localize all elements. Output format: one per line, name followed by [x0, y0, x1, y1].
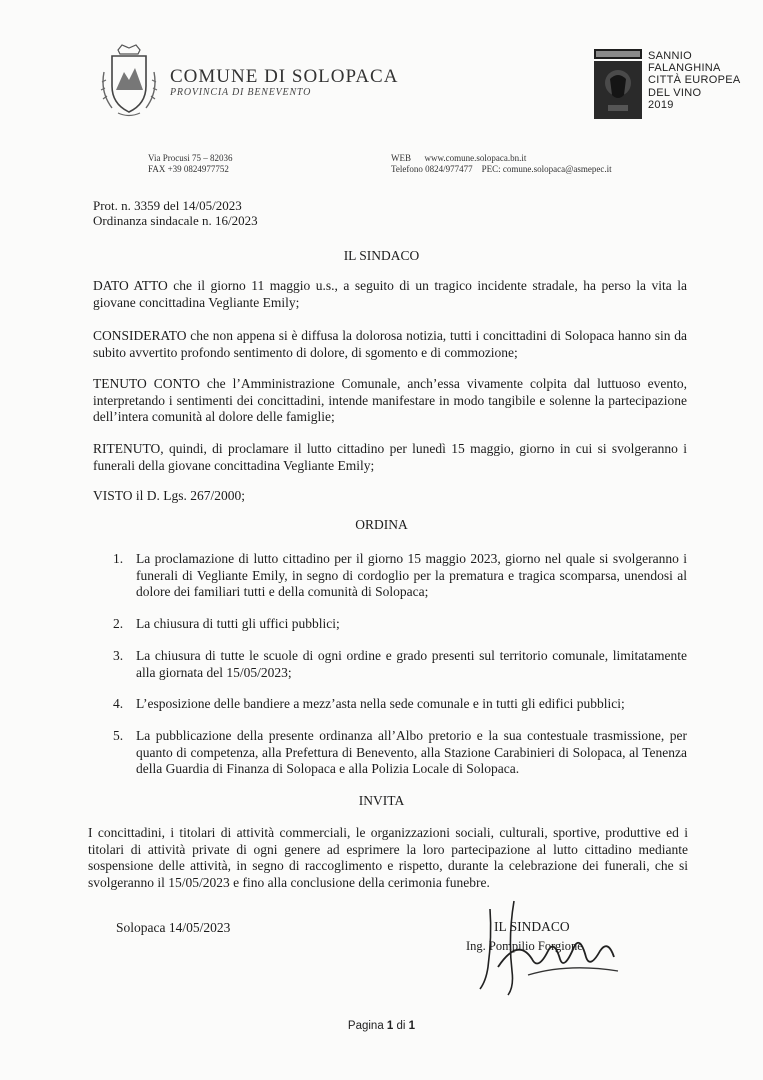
- web-line: WEB www.comune.solopaca.bn.it: [391, 153, 527, 163]
- page-number: 1: [386, 1020, 394, 1032]
- invita-heading: INVITA: [358, 793, 405, 808]
- ordina-item: [113, 616, 687, 633]
- ordina-item-text: La chiusura di tutte le scuole di ogni ordine e grado presenti sul territorio comunale, limitatamente alla giornata del 15/05/2023;: [136, 648, 687, 680]
- comune-name: COMUNE DI SOLOPACA: [170, 66, 399, 87]
- document-title: IL SINDACO: [343, 248, 420, 263]
- ordina-item: [113, 696, 687, 713]
- ordina-item-text: L’esposizione delle bandiere a mezz’asta nella sede comunale e in tutti gli edifici pubblici;: [136, 696, 625, 711]
- place-date: Solopaca 14/05/2023: [116, 920, 231, 935]
- page-total: 1: [408, 1020, 416, 1032]
- ordinance-number: Ordinanza sindacale n. 16/2023: [93, 213, 258, 228]
- sannio-line: CITTÀ EUROPEA: [648, 74, 741, 87]
- page-label: Pagina: [347, 1020, 387, 1032]
- contact-address: [148, 153, 232, 175]
- protocol-block: [93, 198, 258, 228]
- ordina-item-number: 4.: [113, 696, 124, 711]
- ordina-item: [113, 728, 687, 778]
- ordina-item-number: 2.: [113, 616, 124, 631]
- premise-ritenuto: RITENUTO, quindi, di proclamare il lutto cittadino per lunedì 15 maggio, giorno in cui si svolgeranno i funerali della giovane concittadina Vegliante Emily;: [93, 441, 687, 473]
- ordina-item-number: 1.: [113, 551, 124, 566]
- sannio-line: DEL VINO: [648, 86, 702, 99]
- sannio-wine-logo-icon: [594, 49, 642, 119]
- premise-dato-atto: DATO ATTO che il giorno 11 maggio u.s., a seguito di un tragico incidente stradale, ha perso la vita la giovane concittadina Vegliante Emily;: [93, 278, 687, 310]
- ordina-heading: ORDINA: [355, 517, 408, 532]
- signer-name: Ing. Pompilio Forgione: [466, 939, 583, 953]
- ordina-item-number: 3.: [113, 648, 124, 663]
- page-of: di: [393, 1020, 409, 1032]
- ordina-item: [113, 648, 687, 681]
- page-footer: [0, 1020, 763, 1032]
- premise-considerato: CONSIDERATO che non appena si è diffusa la dolorosa notizia, tutti i concittadini di Solopaca hanno sin da subito avvertito profondo sentimento di dolore, di sgomento e di commozione;: [93, 328, 687, 360]
- invita-text: I concittadini, i titolari di attività commerciali, le organizzazioni sociali, culturali, sportive, produttive ed i titolari di attività private di ogni genere ad esprimere la loro partecipazione al lutto cittadino mediante sospensione delle attività, in segno di raccoglimento e rispetto, durante la celebrazione dei funerali, che si svolgeranno il 15/05/2023 e fino alla conclusione della cerimonia funebre.: [88, 825, 688, 890]
- ordina-item-text: La proclamazione di lutto cittadino per il giorno 15 maggio 2023, giorno nel quale si svolgeranno i funerali di Vegliante Emily, in segno di cordoglio per la prematura e tragica scomparsa, unendosi al dolore dei familiari tutti e della comunità di Solopaca;: [136, 551, 687, 599]
- sannio-line: SANNIO: [648, 50, 692, 62]
- premise-tenuto-conto: TENUTO CONTO che l’Amministrazione Comunale, anch’essa vivamente colpita dal luttuoso evento, interpretando i sentimenti dei concittadini, intende manifestare in modo tangibile e solenne la partecipazione dell’intera comunità al dolore delle famiglie;: [93, 376, 687, 424]
- phone-pec-line: Telefono 0824/977477 PEC: comune.solopaca@asmepec.it: [391, 164, 612, 174]
- sannio-line: FALANGHINA: [648, 62, 721, 75]
- premise-visto: VISTO il D. Lgs. 267/2000;: [93, 488, 246, 503]
- comune-crest-icon: [98, 42, 160, 118]
- ordina-item-number: 5.: [113, 728, 124, 743]
- contact-web: [391, 153, 612, 175]
- sannio-line: 2019: [648, 98, 674, 111]
- provincia-name: PROVINCIA DI BENEVENTO: [170, 87, 312, 98]
- ordina-item-text: La pubblicazione della presente ordinanza all’Albo pretorio e la sua contestuale trasmissione, per quanto di competenza, alla Prefettura di Benevento, alla Stazione Carabinieri di Solopaca, al Tenenza della Guardia di Finanza di Solopaca e alla Polizia Locale di Solopaca.: [136, 728, 687, 776]
- fax-line: FAX +39 0824977752: [148, 164, 229, 174]
- sannio-wine-text: [648, 50, 741, 111]
- ordina-item-text: La chiusura di tutti gli uffici pubblici;: [136, 616, 340, 631]
- protocol-number: Prot. n. 3359 del 14/05/2023: [93, 198, 242, 213]
- address-line: Via Procusi 75 – 82036: [148, 153, 233, 163]
- ordina-item: [113, 551, 687, 601]
- signer-title: IL SINDACO: [494, 919, 570, 934]
